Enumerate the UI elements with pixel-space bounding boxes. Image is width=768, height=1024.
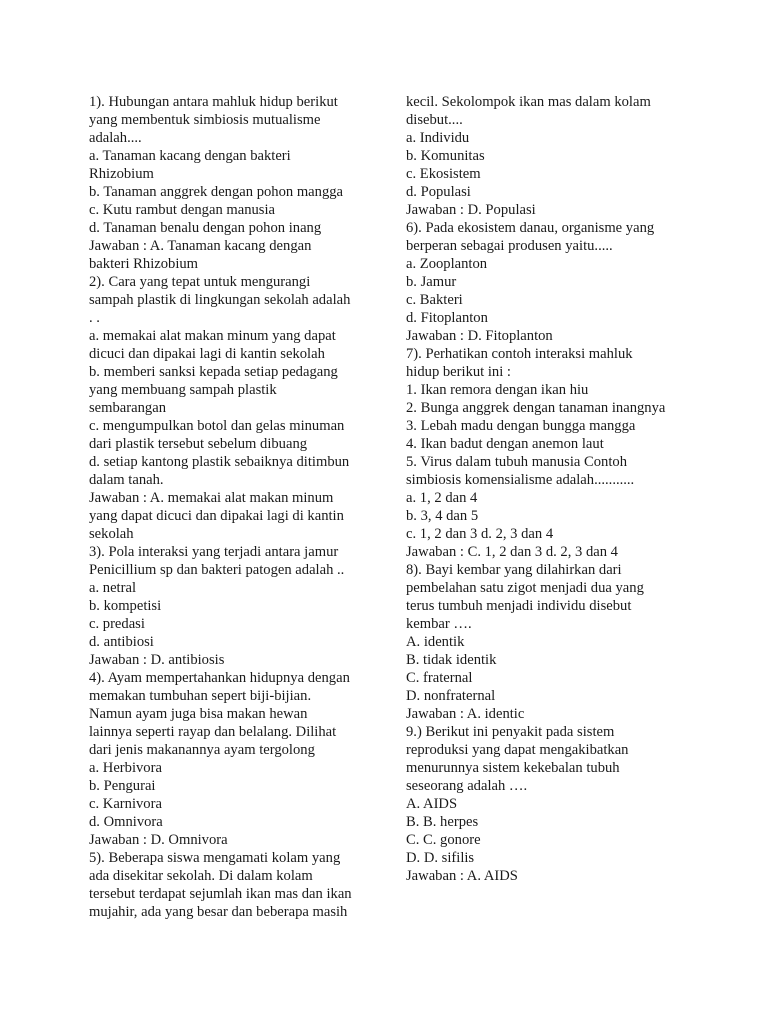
right-column-line: D. D. sifilis [406,850,475,866]
left-column-line: a. netral [89,580,136,596]
right-column-line: a. 1, 2 dan 4 [406,490,478,506]
left-column-line: 1). Hubungan antara mahluk hidup berikut [89,94,338,110]
left-column-line: yang membentuk simbiosis mutualisme [89,112,321,128]
right-column-line: seseorang adalah …. [406,778,528,794]
right-column-line: Jawaban : D. Populasi [406,202,536,218]
right-column-line: 7). Perhatikan contoh interaksi mahluk [406,346,633,362]
left-column-line: b. memberi sanksi kepada setiap pedagang [89,364,338,380]
left-column-line: c. predasi [89,616,145,632]
right-column-line: 6). Pada ekosistem danau, organisme yang [406,220,655,236]
left-column-line: b. Pengurai [89,778,156,794]
left-column-line: b. Tanaman anggrek dengan pohon mangga [89,184,344,200]
left-column-line: 3). Pola interaksi yang terjadi antara jamur [89,544,339,560]
right-column-line: terus tumbuh menjadi individu disebut [406,598,632,614]
right-column-line: B. tidak identik [406,652,497,668]
right-column-line: Jawaban : C. 1, 2 dan 3 d. 2, 3 dan 4 [406,544,618,560]
right-column-line: D. nonfraternal [406,688,496,704]
left-column-line: c. Karnivora [89,796,162,812]
right-column-line: berperan sebagai produsen yaitu..... [406,238,613,254]
left-column-line: c. Kutu rambut dengan manusia [89,202,276,218]
right-column-line: c. 1, 2 dan 3 d. 2, 3 dan 4 [406,526,554,542]
left-column-line: yang membuang sampah plastik [89,382,277,398]
left-column-line: dalam tanah. [89,472,164,488]
right-column-line: 3. Lebah madu dengan bungga mangga [406,418,636,434]
left-column-line: dari jenis makanannya ayam tergolong [89,742,315,758]
left-column-line: bakteri Rhizobium [89,256,199,272]
left-column-line: a. Herbivora [89,760,162,776]
left-column-line: yang dapat dicuci dan dipakai lagi di kantin [89,508,344,524]
right-column-line: A. identik [406,634,465,650]
right-column-line: d. Populasi [406,184,471,200]
left-column-line: 4). Ayam mempertahankan hidupnya dengan [89,670,350,686]
left-column-line: 5). Beberapa siswa mengamati kolam yang [89,850,341,866]
right-column-line: kecil. Sekolompok ikan mas dalam kolam [406,94,651,110]
left-column-line: Jawaban : A. memakai alat makan minum [89,490,334,506]
right-column-line: d. Fitoplanton [406,310,488,326]
left-column-line: d. setiap kantong plastik sebaiknya ditimbun [89,454,350,470]
left-column-line: lainnya seperti rayap dan belalang. Dilihat [89,724,337,740]
right-column-line: kembar …. [406,616,472,632]
right-column-line: 1. Ikan remora dengan ikan hiu [406,382,589,398]
right-column-line: a. Individu [406,130,470,146]
right-column-line: simbiosis komensialisme adalah........... [406,472,635,488]
left-column-line: Jawaban : D. Omnivora [89,832,228,848]
left-column-line: Namun ayam juga bisa makan hewan [89,706,308,722]
left-column-line: a. memakai alat makan minum yang dapat [89,328,336,344]
left-column-line: a. Tanaman kacang dengan bakteri [89,148,291,164]
right-column-line: 4. Ikan badut dengan anemon laut [406,436,604,452]
right-text-column [406,93,706,885]
right-column-line: reproduksi yang dapat mengakibatkan [406,742,629,758]
right-column-line: b. Komunitas [406,148,485,164]
left-column-line: 2). Cara yang tepat untuk mengurangi [89,274,311,290]
right-column-line: 5. Virus dalam tubuh manusia Contoh [406,454,627,470]
left-column-line: tersebut terdapat sejumlah ikan mas dan ikan [89,886,352,902]
right-column-line: 9.) Berikut ini penyakit pada sistem [406,724,615,740]
right-column-line: a. Zooplanton [406,256,488,272]
left-text-column [89,93,379,921]
right-column-line: disebut.... [406,112,463,128]
right-column-line: menurunnya sistem kekebalan tubuh [406,760,620,776]
left-column-line: b. kompetisi [89,598,162,614]
right-column-line: Jawaban : A. identic [406,706,525,722]
left-column-line: Jawaban : A. Tanaman kacang dengan [89,238,312,254]
left-column-line: dicuci dan dipakai lagi di kantin sekolah [89,346,325,362]
right-column-line: A. AIDS [406,796,458,812]
left-column-line: adalah.... [89,130,142,146]
right-column-line: C. fraternal [406,670,473,686]
left-column-line: sampah plastik di lingkungan sekolah adalah [89,292,351,308]
left-column-line: c. mengumpulkan botol dan gelas minuman [89,418,345,434]
left-column-line: memakan tumbuhan sepert biji-bijian. [89,688,312,704]
right-column-line: b. 3, 4 dan 5 [406,508,479,524]
right-column-line: B. B. herpes [406,814,479,830]
left-column-line: dari plastik tersebut sebelum dibuang [89,436,308,452]
right-column-line: Jawaban : A. AIDS [406,868,518,884]
left-column-line: d. antibiosi [89,634,154,650]
left-column-line: ada disekitar sekolah. Di dalam kolam [89,868,313,884]
left-column-line: sembarangan [89,400,166,416]
right-column-line: pembelahan satu zigot menjadi dua yang [406,580,644,596]
left-column-line: . . [89,310,100,326]
right-column-line: b. Jamur [406,274,457,290]
right-column-line: 8). Bayi kembar yang dilahirkan dari [406,562,622,578]
left-column-line: Jawaban : D. antibiosis [89,652,225,668]
right-column-line: c. Ekosistem [406,166,481,182]
left-column-line: mujahir, ada yang besar dan beberapa masih [89,904,348,920]
right-column-line: Jawaban : D. Fitoplanton [406,328,553,344]
left-column-line: Rhizobium [89,166,154,182]
right-column-line: c. Bakteri [406,292,463,308]
right-column-line: hidup berikut ini : [406,364,511,380]
left-column-line: d. Omnivora [89,814,163,830]
right-column-line: C. C. gonore [406,832,481,848]
right-column-line: 2. Bunga anggrek dengan tanaman inangnya [406,400,666,416]
left-column-line: sekolah [89,526,134,542]
left-column-line: d. Tanaman benalu dengan pohon inang [89,220,322,236]
left-column-line: Penicillium sp dan bakteri patogen adalah .. [89,562,345,578]
